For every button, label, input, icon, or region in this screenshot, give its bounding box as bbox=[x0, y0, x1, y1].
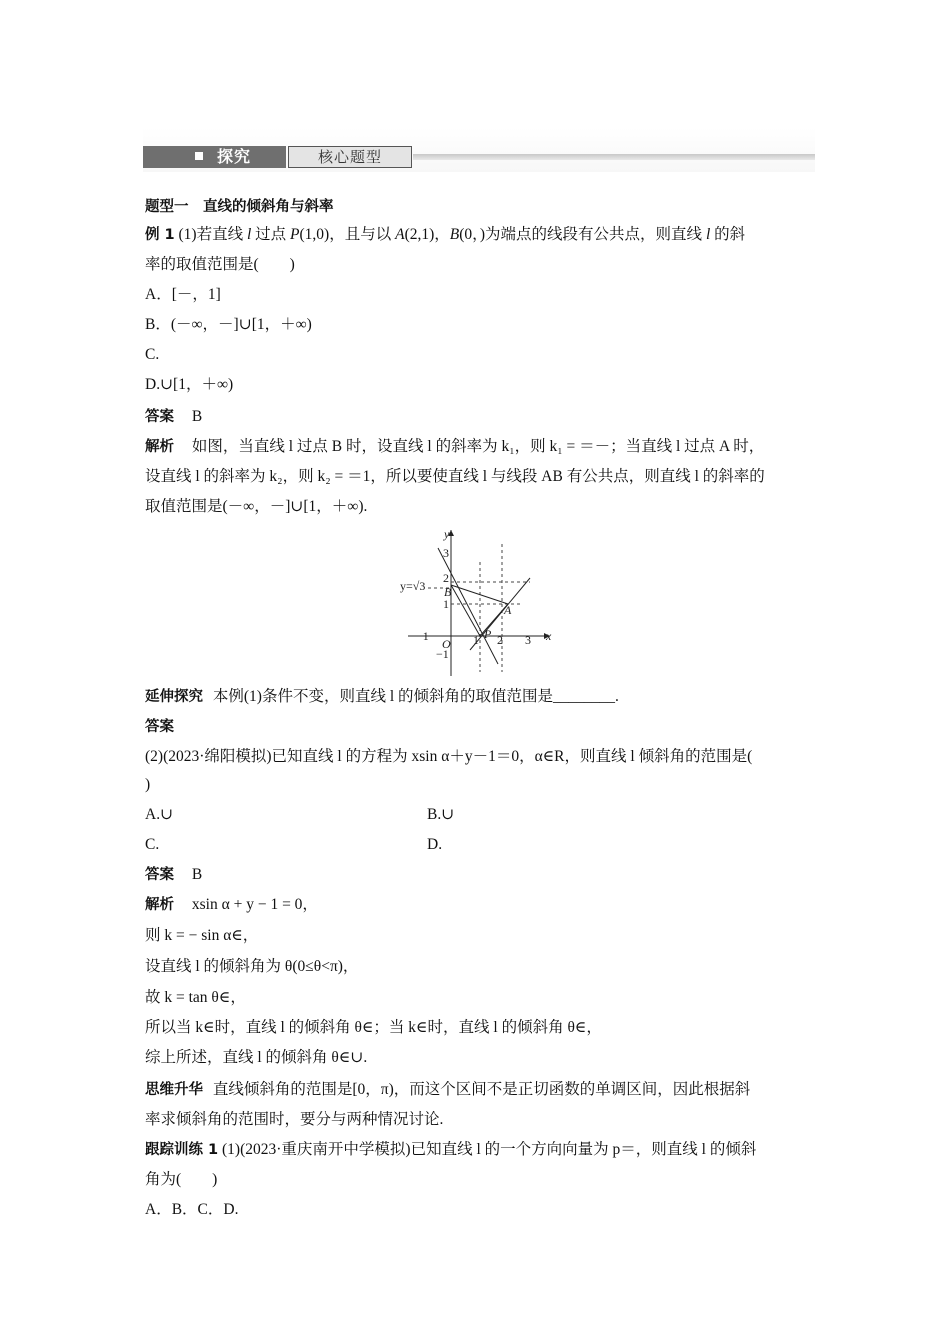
y-eq-sqrt3-label: y=√3 bbox=[400, 579, 426, 593]
extension-label: 延伸探究 bbox=[145, 689, 203, 705]
answer-row-2 bbox=[145, 864, 202, 886]
analysis2-line1 bbox=[145, 894, 318, 916]
tracking-line2: 角为( ) bbox=[145, 1171, 218, 1188]
section-title: 题型一 直线的倾斜角与斜率 bbox=[145, 199, 334, 215]
text-segment: 过点 bbox=[251, 226, 291, 243]
summary-text: 直线倾斜角的范围是[0，π)，而这个区间不是正切函数的单调区间，因此根据斜 bbox=[212, 1081, 751, 1098]
var-P: P bbox=[290, 226, 300, 243]
answer-label: 答案 bbox=[145, 867, 174, 883]
text-segment: (2,1)， bbox=[404, 226, 450, 243]
analysis2-line5: 所以当 k∈时，直线 l 的倾斜角 θ∈；当 k∈时，直线 l 的倾斜角 θ∈， bbox=[145, 1019, 602, 1036]
summary-line2: 率求倾斜角的范围时，要分与两种情况讨论. bbox=[145, 1111, 444, 1128]
answer-row bbox=[145, 406, 202, 428]
option-2d: D. bbox=[427, 836, 443, 853]
square-bullet-icon bbox=[195, 152, 203, 160]
banner-rule bbox=[413, 154, 815, 160]
extension-text: 本例(1)条件不变，则直线 l 的倾斜角的取值范围是________. bbox=[212, 688, 619, 705]
point-P-label: P bbox=[484, 627, 492, 641]
text-segment: (1,0)，且与以 bbox=[299, 226, 396, 243]
text-segment: (0，)为端点的线段有公共点，则直线 bbox=[459, 226, 706, 243]
x-tick-1: 1 bbox=[473, 633, 479, 647]
x-tick-minus1: −1 bbox=[416, 629, 429, 643]
answer-value: B bbox=[191, 866, 203, 883]
banner-dark-block bbox=[143, 146, 286, 168]
example1-2-line2: ) bbox=[145, 776, 151, 793]
y-tick-1: 1 bbox=[443, 597, 449, 611]
option-2b: B.∪ bbox=[427, 806, 455, 823]
analysis-label: 解析 bbox=[145, 897, 174, 913]
analysis-label: 解析 bbox=[145, 439, 174, 455]
summary-line1 bbox=[145, 1079, 750, 1101]
point-A-label: A bbox=[504, 603, 512, 617]
y-tick-minus1: −1 bbox=[436, 647, 449, 661]
option-c: C. bbox=[145, 346, 160, 363]
analysis2-line2: 则 k = − sin α∈， bbox=[145, 927, 259, 944]
summary-label: 思维升华 bbox=[145, 1082, 203, 1098]
example1-line2: 率的取值范围是( ) bbox=[145, 256, 295, 273]
analysis2-line3: 设直线 l 的倾斜角为 θ(0≤θ<π)， bbox=[145, 958, 359, 975]
tracking-label: 跟踪训练 1 bbox=[145, 1142, 219, 1158]
extension-answer-label: 答案 bbox=[145, 719, 174, 735]
answer-label: 答案 bbox=[145, 409, 174, 425]
banner-label-explore: 探究 bbox=[217, 147, 252, 166]
x-tick-3: 3 bbox=[525, 633, 531, 647]
tracking-line1 bbox=[145, 1139, 756, 1161]
extension-row bbox=[145, 686, 619, 708]
option-a: A．[－，1] bbox=[145, 286, 221, 303]
y-tick-2: 2 bbox=[443, 571, 449, 585]
origin-label: O bbox=[442, 637, 451, 651]
text-segment: (1)若直线 bbox=[174, 226, 247, 243]
analysis-text: 如图，当直线 l 过点 B 时，设直线 l 的斜率为 k₁，则 k₁ = ＝－；当直线 l 过点 A 时， bbox=[191, 438, 765, 455]
example1-lead: 例 1 bbox=[145, 227, 175, 243]
option-2a: A.∪ bbox=[145, 806, 174, 823]
answer-value: B bbox=[191, 408, 203, 425]
tracking-options: A．B．C．D. bbox=[145, 1201, 239, 1218]
var-l: l bbox=[246, 226, 252, 243]
banner-light-block bbox=[288, 146, 412, 168]
option-2c: C. bbox=[145, 836, 160, 853]
analysis-line2: 设直线 l 的斜率为 k₂，则 k₂ = ＝1，所以要使直线 l 与线段 AB 有公共点，则直线 l 的斜率的 bbox=[145, 468, 765, 485]
y-axis-label: y bbox=[444, 527, 450, 541]
y-tick-3: 3 bbox=[443, 546, 449, 560]
option-b: B．(－∞，－]∪[1，＋∞) bbox=[145, 316, 312, 333]
analysis-text: xsin α + y − 1 = 0， bbox=[191, 896, 318, 913]
point-B-label: B bbox=[444, 585, 452, 599]
x-axis-label: x bbox=[546, 629, 552, 643]
var-A: A bbox=[395, 226, 405, 243]
example1-line1 bbox=[145, 224, 745, 246]
analysis-line3: 取值范围是(－∞，－]∪[1，＋∞). bbox=[145, 498, 368, 515]
analysis2-line6: 综上所述，直线 l 的倾斜角 θ∈∪. bbox=[145, 1049, 368, 1066]
analysis2-line4: 故 k = tan θ∈， bbox=[145, 989, 246, 1006]
banner-label-core: 核心题型 bbox=[317, 148, 382, 166]
var-l: l bbox=[705, 226, 711, 243]
section-banner bbox=[143, 128, 815, 172]
segment-BP bbox=[451, 585, 480, 636]
coordinate-graph bbox=[398, 524, 562, 680]
var-B: B bbox=[449, 226, 460, 243]
option-d: D.∪[1，＋∞) bbox=[145, 376, 234, 393]
x-tick-2: 2 bbox=[497, 633, 503, 647]
text-segment: 的斜 bbox=[710, 226, 746, 243]
tracking-text: (1)(2023·重庆南开中学模拟)已知直线 l 的一个方向向量为 p＝，则直线 l 的倾斜 bbox=[218, 1141, 757, 1158]
analysis-line1 bbox=[145, 436, 764, 458]
example1-2-line1: (2)(2023·绵阳模拟)已知直线 l 的方程为 xsin α＋y－1＝0，α∈R，则直线 l 倾斜角的范围是( bbox=[145, 748, 753, 765]
